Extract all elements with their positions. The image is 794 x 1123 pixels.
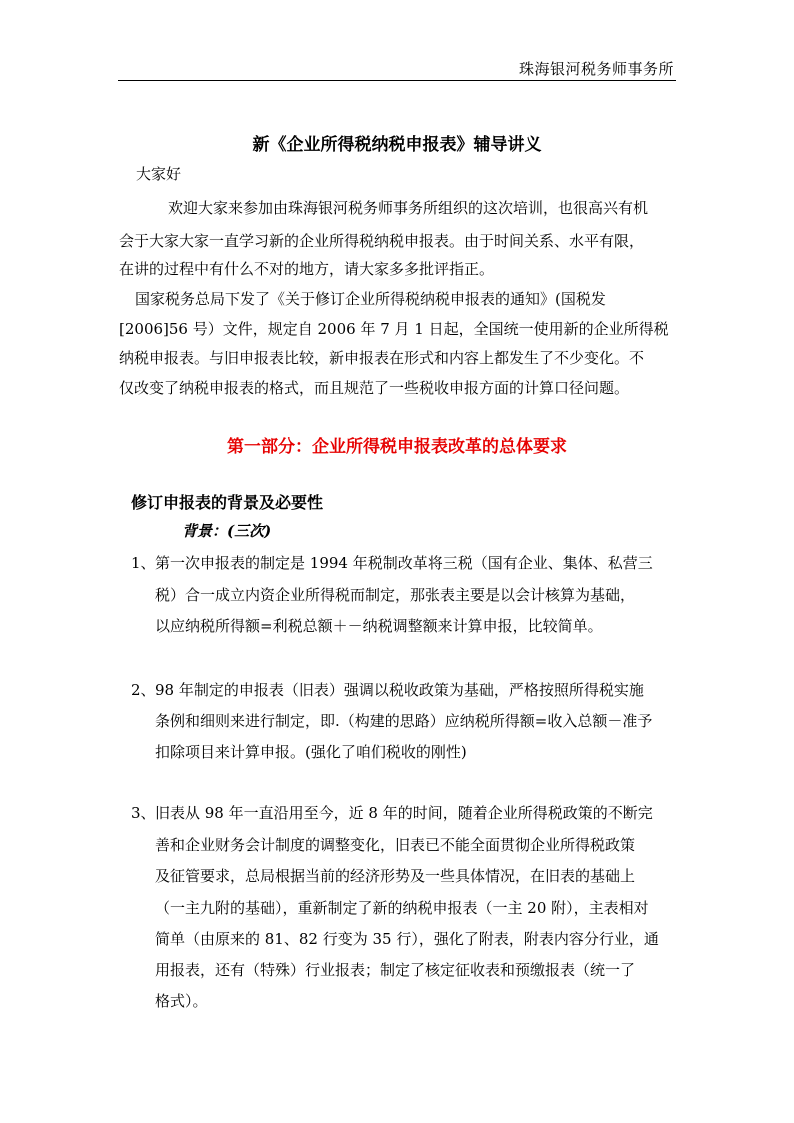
document-title: 新《企业所得税纳税申报表》辅导讲义 (252, 135, 542, 155)
item-number: 2、 (131, 681, 156, 699)
item-line: （一主九附的基础），重新制定了新的纳税申报表（一主 20 附），主表相对 (155, 899, 649, 917)
item-line: 用报表，还有（特殊）行业报表；制定了核定征收表和预缴报表（统一了 (155, 961, 636, 979)
firm-name: 珠海银河税务师事务所 (518, 60, 674, 78)
item-line: 条例和细则来进行制定，即.（构建的思路）应纳税所得额=收入总额－准予 (155, 712, 653, 730)
item-line: 98 年制定的申报表（旧表）强调以税收政策为基础，严格按照所得税实施 (155, 681, 644, 699)
intro-p1-line: 欢迎大家来参加由珠海银河税务师事务所组织的这次培训，也很高兴有机 (168, 199, 649, 217)
intro-p1-line: 会于大家大家一直学习新的企业所得税纳税申报表。由于时间关系、水平有限， (119, 232, 645, 250)
intro-p1-line: 在讲的过程中有什么不对的地方，请大家多多批评指正。 (119, 260, 495, 278)
item-line: 善和企业财务会计制度的调整变化，旧表已不能全面贯彻企业所得税政策 (155, 836, 636, 854)
item-number: 3、 (131, 804, 156, 822)
item-line: 及征管要求，总局根据当前的经济形势及一些具体情况，在旧表的基础上 (155, 867, 636, 885)
intro-p2-line: [2006]56 号）文件，规定自 2006 年 7 月 1 日起，全国统一使用新的企业所得税 (119, 320, 669, 338)
section-title: 第一部分：企业所得税申报表改革的总体要求 (227, 437, 567, 457)
subheading: 修订申报表的背景及必要性 (131, 493, 324, 512)
intro-p2-line: 仅改变了纳税申报表的格式，而且规范了一些税收申报方面的计算口径问题。 (119, 379, 630, 397)
greeting: 大家好 (136, 165, 182, 183)
item-line: 税）合一成立内资企业所得税而制定，那张表主要是以会计核算为基础， (155, 586, 636, 604)
intro-p2-line: 纳税申报表。与旧申报表比较，新申报表在形式和内容上都发生了不少变化。不 (119, 349, 645, 367)
item-number: 1、 (131, 554, 156, 572)
item-line: 第一次申报表的制定是 1994 年税制改革将三税（国有企业、集体、私营三 (155, 554, 653, 572)
item-line: 扣除项目来计算申报。(强化了咱们税收的刚性) (155, 743, 467, 761)
item-line: 旧表从 98 年一直沿用至今，近 8 年的时间，随着企业所得税政策的不断完 (155, 804, 653, 822)
item-line: 格式）。 (155, 992, 208, 1010)
intro-p2-line: 国家税务总局下发了《关于修订企业所得税纳税申报表的通知》(国税发 (135, 290, 606, 308)
item-line: 以应纳税所得额=利税总额＋－纳税调整额来计算申报，比较简单。 (155, 617, 603, 635)
background-label: 背景：(三次) (182, 522, 272, 540)
page-header (118, 56, 676, 81)
item-line: 简单（由原来的 81、82 行变为 35 行），强化了附表，附表内容分行业，通 (155, 930, 659, 948)
